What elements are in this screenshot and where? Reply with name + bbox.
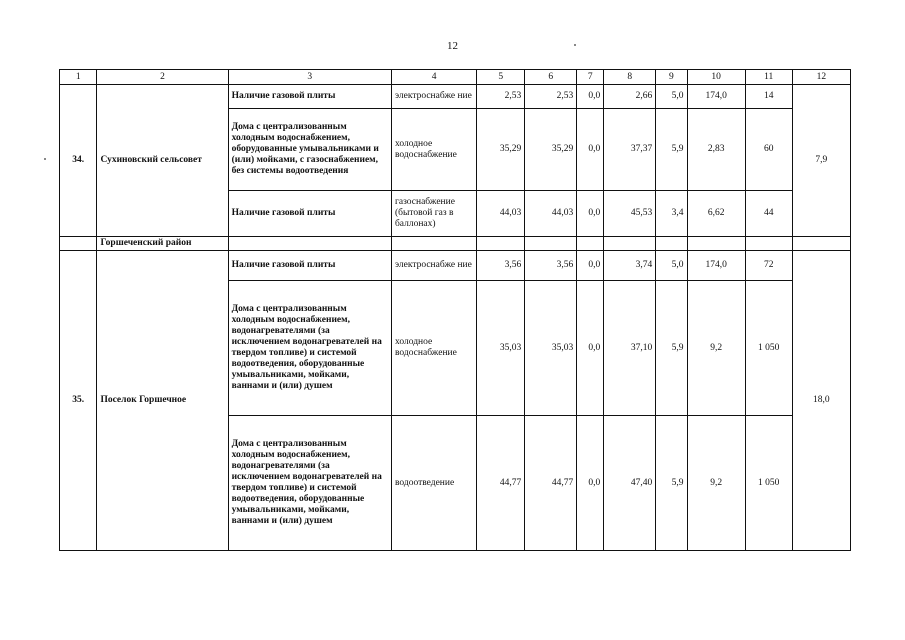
cell-col7: 0,0 [577,191,604,237]
scan-speck [574,44,576,46]
empty-cell [60,237,97,251]
cell-col10: 2,83 [687,109,745,191]
utility-service: водоотведение [391,416,476,551]
empty-cell [477,237,525,251]
header-cell: 2 [97,70,228,85]
housing-description: Наличие газовой плиты [228,85,391,109]
cell-col12: 18,0 [792,251,850,551]
housing-description: Дома с централизованным холодным водоснабжением, водонагревателями (за исключением водонагревателей на твердом топливе) и системой водоотведения, оборудованные умывальниками, мойками, ваннами и (или) душем [228,281,391,416]
cell-col7: 0,0 [577,281,604,416]
header-cell: 4 [391,70,476,85]
header-row [60,70,851,85]
cell-col9: 5,9 [656,281,687,416]
cell-col6: 3,56 [525,251,577,281]
cell-col5: 3,56 [477,251,525,281]
header-cell: 5 [477,70,525,85]
cell-col8: 37,37 [604,109,656,191]
cell-col11: 72 [745,251,792,281]
utility-service: холодное водоснабжение [391,281,476,416]
header-cell: 6 [525,70,577,85]
district-name: Горшеченский район [97,237,228,251]
cell-col9: 5,9 [656,416,687,551]
cell-col7: 0,0 [577,416,604,551]
row-number: 35. [60,251,97,551]
empty-cell [228,237,391,251]
empty-cell [656,237,687,251]
header-cell: 1 [60,70,97,85]
housing-description: Наличие газовой плиты [228,191,391,237]
scan-speck [44,158,46,160]
cell-col6: 2,53 [525,85,577,109]
utility-service: электроснабже ние [391,251,476,281]
cell-col12: 7,9 [792,85,850,237]
cell-col6: 35,29 [525,109,577,191]
cell-col10: 9,2 [687,416,745,551]
empty-cell [604,237,656,251]
cell-col11: 60 [745,109,792,191]
table-row [60,85,851,109]
tariff-table [59,69,851,551]
cell-col8: 47,40 [604,416,656,551]
housing-description: Дома с централизованным холодным водоснабжением, водонагревателями (за исключением водонагревателей на твердом топливе) и системой водоотведения, оборудованные умывальниками, мойками, ваннами и (или) душем [228,416,391,551]
cell-col9: 3,4 [656,191,687,237]
cell-col5: 44,03 [477,191,525,237]
housing-description: Дома с централизованным холодным водоснабжением, оборудованные умывальниками и (или) мойками, с газоснабжением, без системы водоотведения [228,109,391,191]
empty-cell [792,237,850,251]
header-cell: 10 [687,70,745,85]
cell-col7: 0,0 [577,251,604,281]
cell-col9: 5,0 [656,251,687,281]
cell-col8: 45,53 [604,191,656,237]
cell-col5: 2,53 [477,85,525,109]
cell-col10: 9,2 [687,281,745,416]
header-cell: 9 [656,70,687,85]
utility-service: холодное водоснабжение [391,109,476,191]
cell-col6: 44,03 [525,191,577,237]
cell-col11: 1 050 [745,416,792,551]
settlement-name: Поселок Горшечное [97,251,228,551]
cell-col8: 3,74 [604,251,656,281]
table-row [60,251,851,281]
settlement-name: Сухиновский сельсовет [97,85,228,237]
empty-cell [391,237,476,251]
cell-col11: 1 050 [745,281,792,416]
cell-col5: 35,29 [477,109,525,191]
empty-cell [745,237,792,251]
cell-col8: 37,10 [604,281,656,416]
cell-col11: 44 [745,191,792,237]
row-number: 34. [60,85,97,237]
cell-col9: 5,0 [656,85,687,109]
page-number: 12 [447,40,458,52]
cell-col7: 0,0 [577,109,604,191]
empty-cell [577,237,604,251]
cell-col10: 6,62 [687,191,745,237]
cell-col7: 0,0 [577,85,604,109]
cell-col10: 174,0 [687,251,745,281]
header-cell: 12 [792,70,850,85]
header-cell: 7 [577,70,604,85]
housing-description: Наличие газовой плиты [228,251,391,281]
empty-cell [687,237,745,251]
cell-col6: 44,77 [525,416,577,551]
empty-cell [525,237,577,251]
cell-col8: 2,66 [604,85,656,109]
cell-col5: 44,77 [477,416,525,551]
cell-col9: 5,9 [656,109,687,191]
header-cell: 8 [604,70,656,85]
cell-col11: 14 [745,85,792,109]
district-row [60,237,851,251]
cell-col6: 35,03 [525,281,577,416]
cell-col10: 174,0 [687,85,745,109]
header-cell: 3 [228,70,391,85]
cell-col5: 35,03 [477,281,525,416]
header-cell: 11 [745,70,792,85]
utility-service: газоснабжение (бытовой газ в баллонах) [391,191,476,237]
utility-service: электроснабже ние [391,85,476,109]
